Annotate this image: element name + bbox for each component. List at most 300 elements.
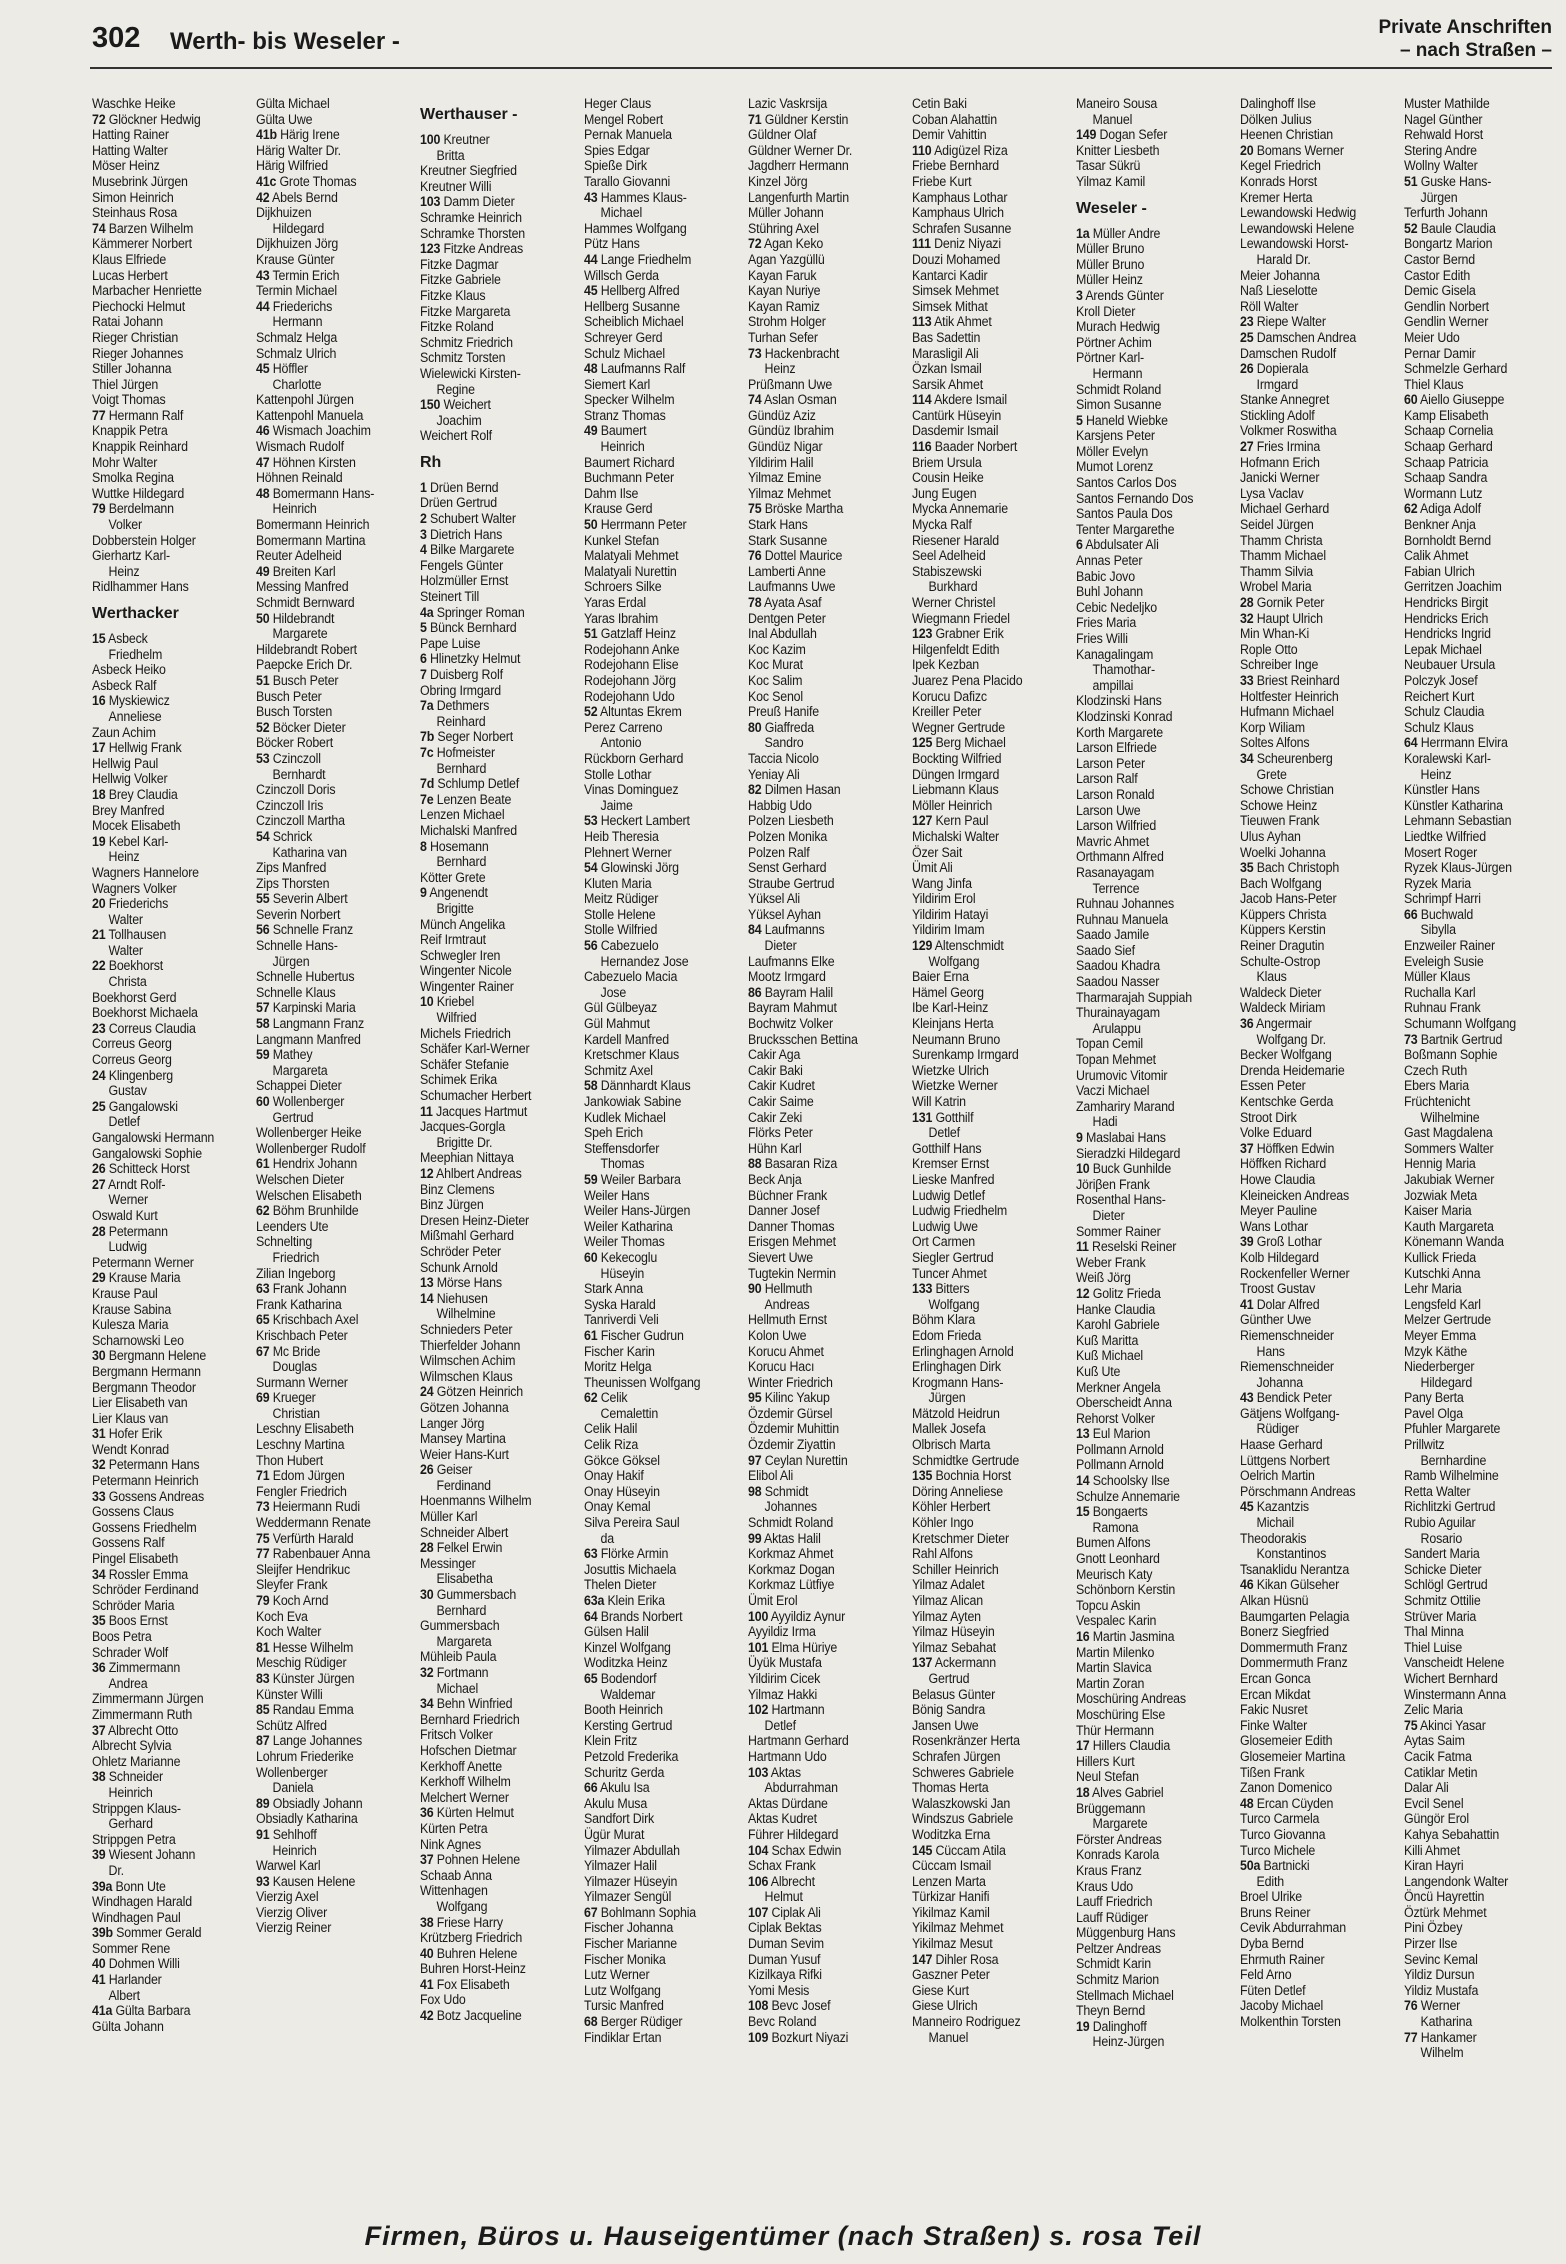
resident-name: Köhler Ingo (912, 1515, 974, 1531)
resident-entry (1240, 190, 1385, 206)
resident-name: Gotthilf Hans (912, 1140, 982, 1156)
resident-entry (420, 870, 565, 886)
house-number: 2 (420, 511, 427, 527)
resident-entry (1240, 205, 1385, 221)
resident-entry (1240, 1998, 1385, 2014)
resident-entry (1076, 257, 1221, 273)
resident-entry (256, 985, 401, 1001)
resident-name: Polzen Monika (748, 828, 828, 844)
resident-name: Ludwig Detlef (912, 1187, 985, 1203)
resident-entry (1240, 1827, 1385, 1843)
resident-entry (1404, 1219, 1549, 1235)
resident-name: Bröske Martha (764, 501, 844, 517)
resident-entry (748, 1609, 893, 1625)
resident-name: Güldner Olaf (748, 127, 817, 143)
resident-name: Welschen Dieter (256, 1171, 345, 1187)
resident-name: Jakubiak Werner (1404, 1171, 1495, 1187)
house-number: 93 (256, 1873, 270, 1889)
resident-entry (748, 299, 893, 315)
entry-continuation: Irmgard (1256, 376, 1299, 392)
resident-name: Fakic Nusret (1240, 1702, 1308, 1718)
resident-entry (748, 1032, 893, 1048)
resident-name: Theyn Bernd (1076, 2003, 1146, 2019)
resident-name: Yildirim Halil (748, 454, 814, 470)
resident-name: Schaab Anna (420, 1867, 492, 1883)
resident-name: Hämel Georg (912, 984, 984, 1000)
resident-entry (912, 1281, 1057, 1297)
resident-entry (584, 1967, 729, 1983)
resident-name: Busch Peter (272, 672, 339, 688)
resident-name: Schubert Walter (430, 511, 516, 527)
resident-entry (256, 1702, 401, 1718)
resident-entry (420, 1883, 565, 1899)
resident-entry (912, 1920, 1057, 1936)
resident-name: Gendlin Werner (1404, 314, 1489, 330)
resident-entry (748, 1406, 893, 1422)
resident-entry (420, 979, 565, 995)
house-number: 16 (92, 693, 106, 709)
entry-continuation: Wolfgang (928, 1296, 980, 1312)
resident-name: Yildirim Cicek (748, 1670, 821, 1686)
house-number: 46 (256, 423, 270, 439)
resident-name: Sandfort Dirk (584, 1811, 655, 1827)
resident-entry (912, 1874, 1057, 1890)
resident-entry (1076, 1691, 1221, 1707)
resident-entry (584, 1375, 729, 1391)
resident-name: Lutz Wolfgang (584, 1982, 661, 1998)
resident-entry (912, 1250, 1057, 1266)
resident-name: Jacoby Michael (1240, 1998, 1324, 2014)
house-number: 77 (92, 407, 106, 423)
resident-entry (1240, 1858, 1385, 1874)
resident-entry (584, 1297, 729, 1313)
resident-name: Duisberg Rolf (430, 667, 503, 682)
directory-column (420, 96, 578, 2024)
resident-name: Korucu Hacı (748, 1359, 815, 1375)
resident-name: Basaran Riza (764, 1156, 838, 1172)
resident-entry (912, 1172, 1057, 1188)
resident-name: Springer Roman (436, 604, 525, 620)
resident-name: Kuß Ute (1076, 1363, 1121, 1379)
house-number: 16 (1076, 1629, 1090, 1644)
resident-name: Sievert Uwe (748, 1249, 813, 1265)
resident-name: Strippgen Klaus- (92, 1800, 181, 1816)
resident-entry (748, 1546, 893, 1562)
resident-entry (256, 408, 401, 424)
resident-name: Mühleib Paula (420, 1649, 497, 1665)
resident-entry (1240, 922, 1385, 938)
resident-name: Langer Jörg (420, 1415, 485, 1431)
resident-name: Riesener Harald (912, 532, 999, 548)
resident-name: Warwel Karl (256, 1858, 321, 1874)
house-number: 72 (748, 236, 762, 252)
resident-entry (256, 1281, 401, 1297)
resident-entry (92, 1021, 237, 1037)
resident-entry (92, 314, 237, 330)
resident-name: Vespalec Karin (1076, 1613, 1157, 1629)
resident-name: Wagners Hannelore (92, 864, 199, 880)
resident-name: Pörschmann Andreas (1240, 1483, 1356, 1499)
resident-name: Weiler Hans (584, 1187, 650, 1203)
resident-name: Thiel Luise (1404, 1639, 1463, 1655)
resident-name: Werner (1420, 1998, 1461, 2014)
directory-column (92, 96, 250, 2034)
resident-name: Mocek Elisabeth (92, 818, 181, 834)
resident-name: Stellmach Michael (1076, 1987, 1174, 2003)
resident-name: Fortmann (436, 1665, 489, 1680)
resident-entry (584, 1577, 729, 1593)
resident-name: Friebe Bernhard (912, 158, 999, 174)
house-number: 55 (256, 891, 270, 907)
resident-entry (912, 190, 1057, 206)
resident-entry (912, 642, 1057, 658)
resident-entry (256, 735, 401, 751)
resident-name: Simon Heinrich (92, 189, 174, 205)
resident-entry (92, 1832, 237, 1848)
resident-entry (1404, 782, 1549, 798)
resident-entry (1240, 1453, 1385, 1469)
resident-entry (748, 158, 893, 174)
resident-entry (92, 1411, 237, 1427)
resident-name: Schowe Heinz (1240, 797, 1318, 813)
resident-entry (1240, 299, 1385, 315)
resident-entry (748, 190, 893, 206)
resident-entry (1404, 1312, 1549, 1328)
resident-name: Wormann Lutz (1404, 485, 1483, 501)
house-number: 106 (748, 1873, 769, 1889)
resident-name: Wiesent Johann (108, 1847, 196, 1863)
resident-entry (1240, 1562, 1385, 1578)
resident-entry (92, 1426, 237, 1442)
resident-name: Hammes Klaus- (600, 189, 687, 205)
resident-entry (1076, 771, 1221, 787)
resident-name: Gangalowski (108, 1098, 178, 1114)
resident-name: Kegel Friedrich (1240, 158, 1321, 174)
entry-continuation: Bernhard (436, 1602, 487, 1618)
resident-name: Scharnowski Leo (92, 1332, 184, 1348)
resident-entry (584, 1671, 729, 1687)
resident-entry (256, 548, 401, 564)
resident-entry (1076, 1302, 1221, 1318)
resident-entry (1240, 221, 1385, 237)
resident-entry (420, 1743, 565, 1759)
resident-entry (1240, 1624, 1385, 1640)
resident-entry (912, 829, 1057, 845)
resident-name: Schax Edwin (771, 1842, 842, 1858)
resident-entry (748, 1266, 893, 1282)
resident-name: Winter Friedrich (748, 1374, 833, 1390)
entry-continuation: Klaus (1256, 969, 1287, 985)
resident-name: Rasanayagam (1076, 864, 1155, 880)
resident-entry (1076, 1582, 1221, 1598)
resident-name: Castor Bernd (1404, 251, 1475, 267)
resident-name: Özdemir Gürsel (748, 1405, 833, 1421)
resident-entry (584, 689, 729, 705)
resident-name: Kluten Maria (584, 875, 652, 891)
resident-entry (1240, 1016, 1385, 1032)
resident-entry (1404, 1172, 1549, 1188)
house-number: 9 (420, 885, 427, 901)
resident-name: Kämmerer Norbert (92, 236, 192, 252)
resident-entry (256, 1484, 401, 1500)
house-number: 8 (420, 838, 427, 854)
resident-entry (256, 1172, 401, 1188)
resident-name: Hufmann Michael (1240, 704, 1334, 720)
resident-name: Messinger (420, 1555, 476, 1571)
resident-name: Gossens Andreas (108, 1488, 205, 1504)
resident-name: Yikilmaz Mehmet (912, 1920, 1004, 1936)
resident-name: Paepcke Erich Dr. (256, 657, 353, 673)
resident-name: Schnelting (256, 1234, 313, 1250)
resident-name: Döring Anneliese (912, 1483, 1003, 1499)
resident-entry (420, 620, 565, 636)
resident-entry (912, 392, 1057, 408)
resident-name: Bonn Ute (115, 1878, 166, 1894)
resident-name: Deniz Niyazi (934, 236, 1001, 252)
resident-name: Coban Alahattin (912, 111, 997, 127)
resident-entry (420, 1525, 565, 1541)
resident-name: Voigt Thomas (92, 392, 166, 408)
resident-entry (748, 1920, 893, 1936)
resident-entry (1240, 1952, 1385, 1968)
resident-name: Reif Irmtraut (420, 932, 486, 948)
resident-name: Myskiewicz (108, 693, 170, 709)
resident-name: Ludwig Friedhelm (912, 1203, 1008, 1219)
resident-name: Yildirim Imam (912, 922, 985, 938)
resident-name: Hoenmanns Wilhelm (420, 1493, 532, 1509)
resident-entry (1404, 1640, 1549, 1656)
house-number: 52 (584, 704, 598, 720)
resident-name: Riemenschneider (1240, 1359, 1334, 1375)
resident-name: Kleinjans Herta (912, 1016, 994, 1032)
resident-name: Künstler Hans (1404, 782, 1480, 798)
resident-name: Castor Edith (1404, 267, 1471, 283)
resident-entry (420, 194, 565, 210)
resident-name: Korucu Ahmet (748, 1343, 824, 1359)
entry-continuation: Gertrud (272, 1109, 314, 1125)
house-number: 54 (256, 828, 270, 844)
resident-entry (1240, 1796, 1385, 1812)
resident-entry (92, 1255, 237, 1271)
resident-name: Janicki Werner (1240, 470, 1320, 486)
resident-name: Krause Sabina (92, 1301, 172, 1317)
resident-entry (1076, 1910, 1221, 1926)
resident-name: Berg Michael (935, 735, 1006, 751)
resident-name: Yilmazer Halil (584, 1858, 657, 1874)
resident-entry (912, 470, 1057, 486)
resident-entry (748, 1671, 893, 1687)
resident-name: Scheurenberg (1256, 750, 1333, 766)
resident-entry (256, 205, 401, 221)
resident-name: Bernhard Friedrich (420, 1711, 520, 1727)
house-number: 53 (256, 750, 270, 766)
resident-entry (1076, 1894, 1221, 1910)
resident-name: Bomans Werner (1256, 142, 1344, 158)
entry-continuation: Margarete (272, 626, 328, 642)
resident-entry (92, 1504, 237, 1520)
house-number: 66 (1404, 906, 1418, 922)
resident-name: Pavel Olga (1404, 1405, 1463, 1421)
resident-name: Bomermann Martina (256, 532, 366, 548)
entry-continuation: Brigitte Dr. (436, 1134, 493, 1150)
resident-name: Schulz Michael (584, 345, 665, 361)
resident-entry (912, 2014, 1057, 2030)
resident-name: Michael Gerhard (1240, 501, 1330, 517)
resident-name: Meyer Pauline (1240, 1203, 1318, 1219)
resident-entry (1404, 1499, 1549, 1515)
resident-entry (92, 1348, 237, 1364)
resident-entry (584, 517, 729, 533)
house-number: 52 (256, 719, 270, 735)
resident-entry (420, 335, 565, 351)
resident-name: Meyer Emma (1404, 1327, 1477, 1343)
resident-entry (1404, 268, 1549, 284)
resident-name: Manneiro Rodriguez (912, 2014, 1021, 2030)
resident-entry (748, 1640, 893, 1656)
resident-entry (748, 1967, 893, 1983)
resident-entry (912, 1796, 1057, 1812)
resident-name: Lutz Werner (584, 1967, 650, 1983)
resident-name: Yilmaz Kamil (1076, 173, 1146, 189)
resident-entry (1240, 1718, 1385, 1734)
entry-continuation: Sibylla (1420, 922, 1456, 938)
resident-entry (584, 112, 729, 128)
resident-entry (256, 517, 401, 533)
resident-name: Demic Gisela (1404, 283, 1476, 299)
resident-entry (748, 579, 893, 595)
resident-entry (584, 1344, 729, 1360)
resident-entry (1076, 1567, 1221, 1583)
resident-name: Lüttgens Norbert (1240, 1452, 1330, 1468)
house-number: 137 (912, 1655, 933, 1671)
resident-entry (256, 969, 401, 985)
resident-name: Förster Andreas (1076, 1831, 1162, 1847)
resident-entry (256, 564, 401, 580)
resident-entry (92, 1613, 237, 1629)
resident-entry (748, 548, 893, 564)
resident-entry (420, 1416, 565, 1432)
resident-entry (584, 1983, 729, 1999)
resident-name: Schneider Albert (420, 1524, 509, 1540)
resident-entry (256, 283, 401, 299)
resident-entry (912, 455, 1057, 471)
house-number: 41 (420, 1976, 434, 1992)
resident-name: Baumert Richard (584, 454, 675, 470)
resident-name: Tollhausen (108, 927, 167, 943)
resident-name: Saado Jamile (1076, 927, 1150, 943)
entry-continuation: Wilhelm (1420, 2045, 1464, 2061)
resident-name: Böhm Klara (912, 1312, 976, 1328)
resident-entry (912, 1344, 1057, 1360)
resident-entry (748, 1188, 893, 1204)
resident-name: Düngen Irmgard (912, 766, 1000, 782)
resident-entry (912, 283, 1057, 299)
resident-entry (1076, 990, 1221, 1006)
resident-name: Möller Heinrich (912, 797, 993, 813)
resident-name: Stolle Helene (584, 906, 656, 922)
resident-entry (420, 1556, 565, 1572)
resident-name: Retta Walter (1404, 1483, 1471, 1499)
resident-entry (1240, 1733, 1385, 1749)
resident-entry (92, 958, 237, 974)
resident-name: Obsiadly Katharina (256, 1811, 358, 1827)
resident-entry (1240, 158, 1385, 174)
house-number: 30 (420, 1587, 434, 1603)
resident-entry (912, 1718, 1057, 1734)
resident-name: Demir Vahittin (912, 127, 987, 143)
resident-name: Min Whan-Ki (1240, 626, 1310, 642)
resident-name: Pany Berta (1404, 1390, 1464, 1406)
resident-entry (1240, 1094, 1385, 1110)
resident-name: Lier Elisabeth van (92, 1395, 188, 1411)
entry-continuation: da (600, 1530, 615, 1546)
resident-name: Buhren Horst-Heinz (420, 1961, 526, 1977)
resident-name: Briem Ursula (912, 454, 982, 470)
resident-name: Özdemir Ziyattin (748, 1437, 836, 1453)
resident-entry (584, 767, 729, 783)
resident-name: Laufmanns Elke (748, 953, 835, 969)
house-number: 40 (92, 1956, 106, 1972)
resident-entry (256, 96, 401, 112)
resident-entry (912, 1234, 1057, 1250)
resident-name: Yilmaz Alican (912, 1593, 984, 1608)
resident-entry (1076, 1380, 1221, 1396)
resident-entry (912, 1577, 1057, 1593)
resident-name: Bruns Reiner (1240, 1904, 1311, 1920)
resident-entry (748, 174, 893, 190)
resident-name: Schramke Thorsten (420, 225, 526, 241)
resident-name: Hennig Maria (1404, 1156, 1476, 1172)
resident-name: Boekhorst Gerd (92, 989, 177, 1005)
resident-entry (420, 729, 565, 745)
resident-entry (92, 236, 237, 252)
house-number: 38 (92, 1769, 106, 1785)
resident-entry (748, 1702, 893, 1718)
resident-entry (912, 1936, 1057, 1952)
resident-name: Kuß Michael (1076, 1348, 1144, 1364)
resident-name: Schreiber Inge (1240, 657, 1319, 673)
resident-name: Obsiadly Johann (272, 1795, 363, 1811)
resident-entry (256, 1312, 401, 1328)
house-number: 84 (748, 922, 762, 938)
resident-entry (1076, 927, 1221, 943)
resident-name: Yüksel Ali (748, 891, 801, 907)
resident-entry (420, 1182, 565, 1198)
resident-name: Höffken Richard (1240, 1156, 1327, 1172)
resident-entry (256, 1718, 401, 1734)
resident-name: Mzyk Käthe (1404, 1343, 1468, 1359)
resident-name: Cousin Heike (912, 470, 984, 486)
resident-name: Hühn Karl (748, 1140, 802, 1156)
resident-entry (1240, 1063, 1385, 1079)
resident-name: Thelen Dieter (584, 1577, 657, 1593)
resident-entry (1240, 1843, 1385, 1859)
resident-entry (256, 1188, 401, 1204)
house-number: 51 (1404, 173, 1418, 189)
resident-entry (584, 1047, 729, 1063)
resident-name: Botz Jacqueline (436, 2008, 522, 2024)
resident-name: Schowe Christian (1240, 782, 1334, 798)
resident-name: Boos Ernst (108, 1613, 168, 1629)
resident-name: Martin Milenko (1076, 1644, 1155, 1660)
resident-name: Leenders Ute (256, 1218, 329, 1234)
resident-name: Leschny Elisabeth (256, 1421, 354, 1437)
house-number: 41c (256, 173, 277, 189)
resident-name: Jacques Hartmut (436, 1103, 528, 1119)
resident-name: Correus Georg (92, 1036, 172, 1052)
resident-name: Cakir Kudret (748, 1078, 815, 1094)
resident-entry (1404, 1905, 1549, 1921)
